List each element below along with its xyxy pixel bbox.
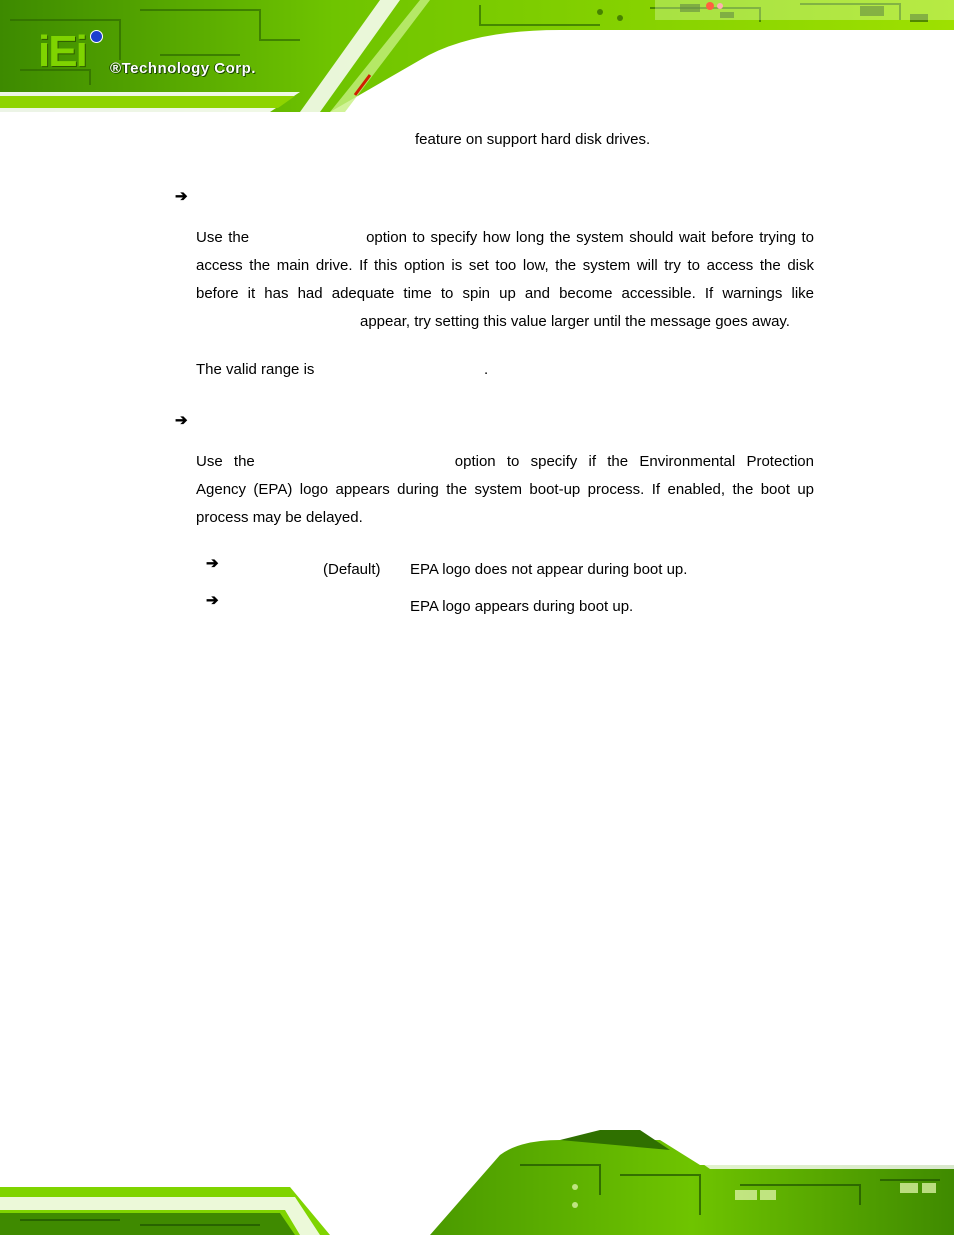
- footer-banner: [0, 1125, 954, 1235]
- logo-subtitle: ®Technology Corp.: [110, 60, 256, 77]
- arrow-bullet-icon: ➔: [175, 188, 188, 205]
- continued-text: feature on support hard disk drives.: [415, 131, 651, 148]
- item1-line-1a: Use the: [196, 229, 250, 246]
- item2-line-2: Agency (EPA) logo appears during the system boot-up process. If enabled, the boot up: [196, 481, 814, 498]
- circuit-board-footer-graphic: [0, 1125, 954, 1235]
- item1-line-1: [196, 224, 814, 252]
- valid-range-end: .: [484, 361, 489, 378]
- item1-line-4: [196, 308, 814, 336]
- item1-line-1b: option to specify how long the system should wait before trying to: [366, 229, 814, 246]
- item2-line-1a: Use the: [196, 453, 255, 470]
- arrow-bullet-icon: ➔: [175, 412, 188, 429]
- item1-line-4-text: appear, try setting this value larger until the message goes away.: [360, 313, 790, 330]
- header-banner: [0, 0, 954, 112]
- arrow-bullet-icon: ➔: [206, 592, 219, 609]
- option-description: EPA logo appears during boot up.: [410, 598, 634, 615]
- item1-line-2: access the main drive. If this option is set too low, the system will try to access the disk: [196, 257, 814, 274]
- option-description: EPA logo does not appear during boot up.: [410, 561, 688, 578]
- item2-line-3: process may be delayed.: [196, 509, 363, 526]
- option-default-tag: (Default): [323, 561, 381, 578]
- item1-line-3: before it has had adequate time to spin up and become accessible. If warnings like: [196, 285, 814, 302]
- arrow-bullet-icon: ➔: [206, 555, 219, 572]
- item1-description: [196, 224, 814, 336]
- item2-line-1: [196, 448, 814, 476]
- circuit-board-header-graphic: [0, 0, 954, 112]
- logo-mark: iEi: [38, 27, 86, 76]
- item2-description: [196, 448, 814, 532]
- item2-line-1b: option to specify if the Environmental Protection: [454, 453, 814, 470]
- valid-range-label: The valid range is: [196, 361, 315, 378]
- logo-dot-icon: [90, 30, 103, 43]
- company-logo: [38, 27, 256, 77]
